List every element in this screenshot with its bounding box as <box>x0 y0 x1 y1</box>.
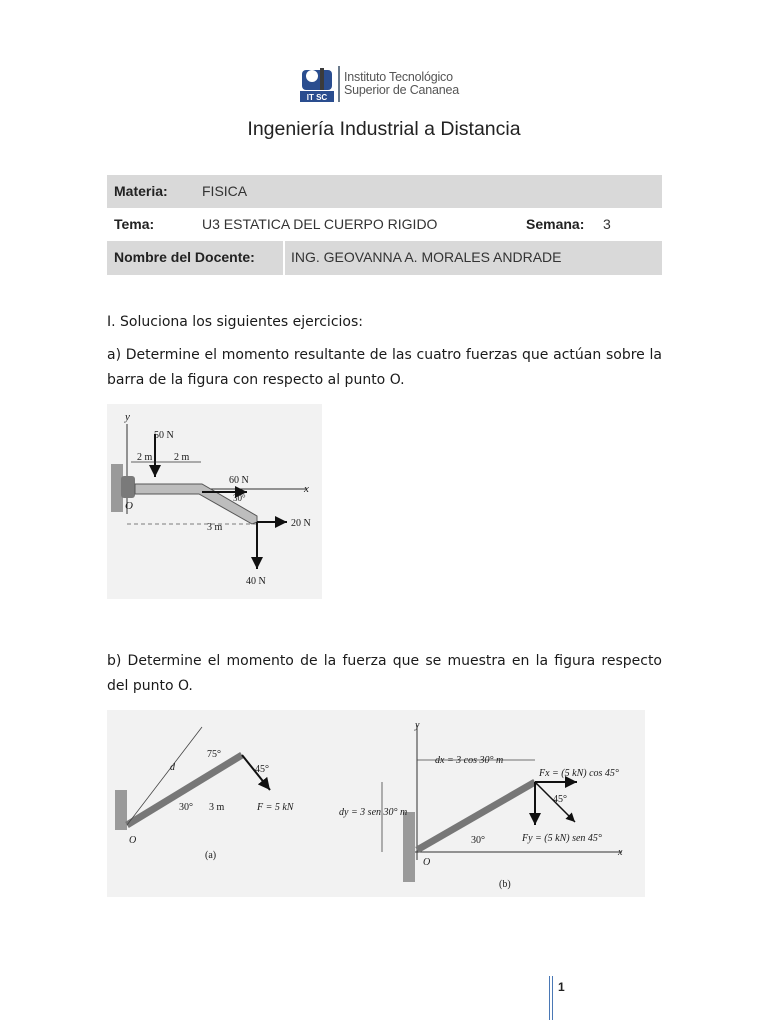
semana-label: Semana: <box>526 216 585 232</box>
dim-2m-b: 2 m <box>174 452 190 463</box>
info-row-tema <box>107 208 662 241</box>
logo-line-1: Instituto Tecnológico <box>344 70 453 84</box>
logo-mark-text: IT SC <box>306 93 328 102</box>
logo-line-2: Superior de Cananea <box>344 83 460 97</box>
figure-a <box>107 404 322 599</box>
institute-logo <box>300 64 470 104</box>
label-d: d <box>170 762 175 773</box>
info-row-materia <box>107 175 662 208</box>
angle-45-a: 45° <box>255 764 269 775</box>
docente-label: Nombre del Docente: <box>114 249 255 265</box>
figure-b <box>107 710 645 897</box>
angle-75: 75° <box>207 749 221 760</box>
materia-label: Materia: <box>114 183 168 199</box>
label-x-b: x <box>618 847 623 858</box>
materia-value: FISICA <box>202 183 248 199</box>
angle-30: 30° <box>233 493 246 503</box>
tema-label: Tema: <box>114 216 155 232</box>
wall-b <box>403 812 415 882</box>
exercise-b-text: b) Determine el momento de la fuerza que se muestra en la figura respecto del punto O. <box>107 653 662 694</box>
logo-mark-icon <box>300 64 336 104</box>
figure-a-drawing <box>107 404 322 599</box>
force-60N: 60 N <box>229 475 249 486</box>
length-3m: 3 m <box>209 802 225 813</box>
dim-dx-label: dx = 3 cos 30° m <box>435 755 504 766</box>
caption-a: (a) <box>205 850 217 861</box>
force-Fx: Fx = (5 kN) cos 45° <box>539 768 619 779</box>
instructions: I. Soluciona los siguientes ejercicios: <box>107 314 363 330</box>
force-20N: 20 N <box>291 518 311 529</box>
page-number-bar-inner <box>552 976 553 1020</box>
info-row-docente <box>107 241 662 275</box>
tema-value: U3 ESTATICA DEL CUERPO RIGIDO <box>202 216 438 232</box>
angle-30-b: 30° <box>471 835 485 846</box>
label-y: y <box>125 411 130 423</box>
logo-divider <box>338 66 340 102</box>
dim-2m-a: 2 m <box>137 452 153 463</box>
page-number: 1 <box>558 980 565 994</box>
force-40N: 40 N <box>246 576 266 587</box>
angle-45-b: 45° <box>553 794 567 805</box>
figure-b-drawing <box>107 710 645 897</box>
semana-value: 3 <box>603 216 611 232</box>
docente-value: ING. GEOVANNA A. MORALES ANDRADE <box>291 249 562 265</box>
bent-bar <box>135 484 257 524</box>
caption-b: (b) <box>499 879 511 890</box>
label-O-b: O <box>423 857 431 868</box>
force-50N: 50 N <box>154 430 174 441</box>
force-Fy: Fy = (5 kN) sen 45° <box>522 833 602 844</box>
force-F: F = 5 kN <box>257 802 294 813</box>
label-O-a: O <box>129 835 137 846</box>
angle-30-a: 30° <box>179 802 193 813</box>
dim-dy-label: dy = 3 sen 30° m <box>339 807 408 818</box>
dim-3m: 3 m <box>207 522 223 533</box>
bar-a <box>127 755 242 825</box>
wall-a <box>115 790 127 830</box>
label-y-b: y <box>415 720 420 731</box>
document-title: Ingeniería Industrial a Distancia <box>247 118 521 140</box>
label-x: x <box>304 483 309 495</box>
label-O: O <box>125 500 133 512</box>
exercise-a-text: a) Determine el momento resultante de las cuatro fuerzas que actúan sobre la barra de la figura con respecto al punto O. <box>107 347 662 388</box>
support <box>121 476 135 498</box>
page-number-bar <box>549 976 550 1020</box>
